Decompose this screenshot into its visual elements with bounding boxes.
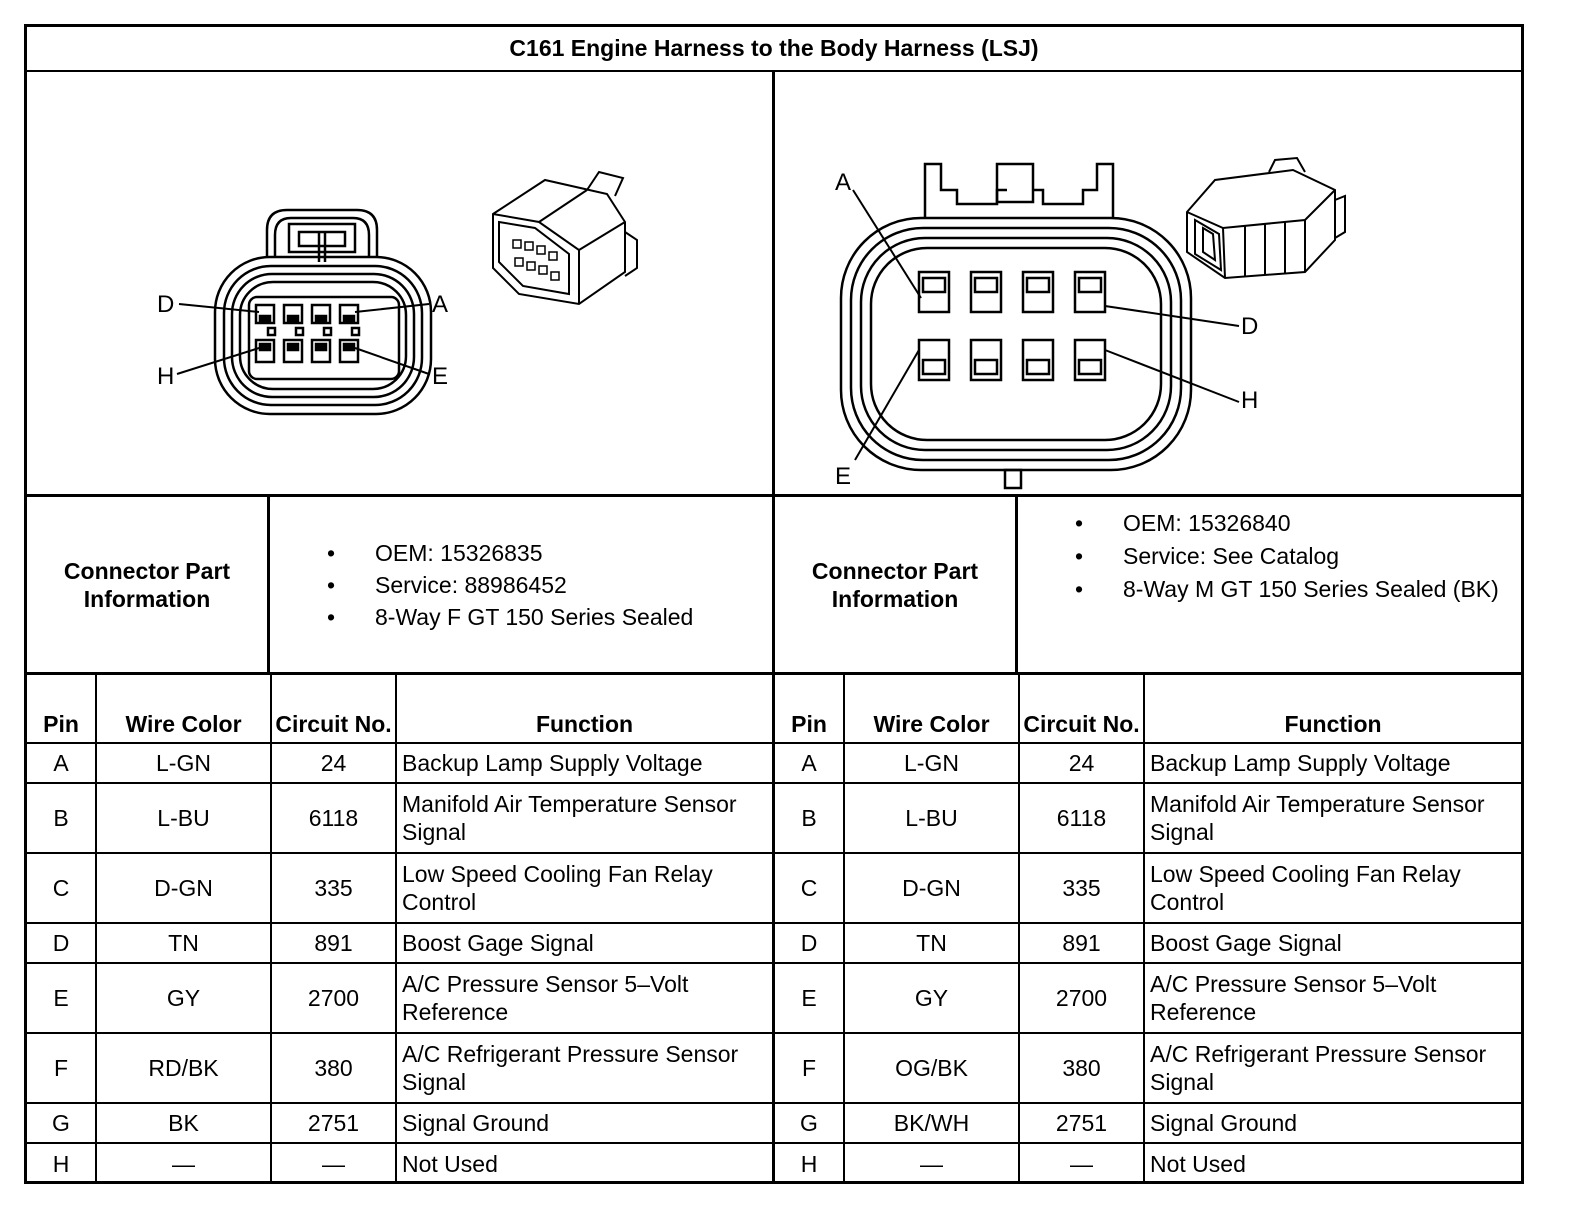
circuit-cell: 891 [271, 923, 396, 963]
table-row [775, 963, 1521, 1033]
table-row [27, 853, 774, 923]
circuit-cell: 2700 [271, 963, 396, 1033]
part-info-list [1018, 497, 1521, 682]
circuit-cell: 6118 [1019, 783, 1144, 853]
right-pin-table [775, 675, 1521, 1183]
pin-cell: C [27, 853, 96, 923]
wire-color-cell: GY [96, 963, 271, 1033]
female-terminals [256, 305, 359, 362]
table-header-row [27, 675, 774, 743]
function-cell: Not Used [396, 1143, 774, 1183]
function-cell: Low Speed Cooling Fan Relay Control [1144, 853, 1521, 923]
pin-cell: A [775, 743, 844, 783]
wire-color-cell: OG/BK [844, 1033, 1019, 1103]
female-connector-face-drawing [27, 72, 772, 494]
function-cell: Not Used [1144, 1143, 1521, 1183]
circuit-cell: 335 [271, 853, 396, 923]
label-d: D [1241, 313, 1259, 340]
function-cell: Signal Ground [1144, 1103, 1521, 1143]
connector-part-info-label: Connector Part Information [27, 497, 270, 672]
female-connector-isometric [493, 172, 637, 304]
circuit-cell: — [1019, 1143, 1144, 1183]
label-a: A [432, 291, 449, 318]
right-connector-part-info [775, 497, 1521, 675]
wire-color-cell: L-GN [844, 743, 1019, 783]
female-connector-diagram [27, 72, 775, 497]
table-row [27, 1033, 774, 1103]
header-circuit-no: Circuit No. [271, 675, 396, 743]
table-row [27, 963, 774, 1033]
table-row [775, 1103, 1521, 1143]
circuit-cell: 2751 [271, 1103, 396, 1143]
circuit-cell: 2700 [1019, 963, 1144, 1033]
table-row [27, 923, 774, 963]
wire-color-cell: GY [844, 963, 1019, 1033]
pin-cell: E [775, 963, 844, 1033]
circuit-cell: — [271, 1143, 396, 1183]
table-row [775, 743, 1521, 783]
table-row [775, 1143, 1521, 1183]
circuit-cell: 335 [1019, 853, 1144, 923]
pin-cell: B [27, 783, 96, 853]
wire-color-cell: L-BU [844, 783, 1019, 853]
circuit-cell: 380 [1019, 1033, 1144, 1103]
circuit-cell: 24 [271, 743, 396, 783]
pin-cell: E [27, 963, 96, 1033]
circuit-cell: 891 [1019, 923, 1144, 963]
table-header-row [775, 675, 1521, 743]
male-terminals [919, 272, 1105, 380]
circuit-cell: 380 [271, 1033, 396, 1103]
connector-part-info-label: Connector Part Information [775, 497, 1018, 672]
wire-color-cell: D-GN [96, 853, 271, 923]
wire-color-cell: BK [96, 1103, 271, 1143]
function-cell: Signal Ground [396, 1103, 774, 1143]
connector-description: • 8-Way F GT 150 Series Sealed [375, 601, 772, 633]
wire-color-cell: — [96, 1143, 271, 1183]
table-row [27, 1143, 774, 1183]
table-row [775, 853, 1521, 923]
circuit-cell: 6118 [271, 783, 396, 853]
label-e: E [432, 363, 449, 390]
header-function: Function [1144, 675, 1521, 743]
function-cell: Manifold Air Temperature Sensor Signal [1144, 783, 1521, 853]
pin-cell: H [775, 1143, 844, 1183]
label-e: E [835, 463, 852, 490]
pin-cell: D [27, 923, 96, 963]
header-pin: Pin [775, 675, 844, 743]
table-row [775, 1033, 1521, 1103]
header-wire-color: Wire Color [844, 675, 1019, 743]
pin-cell: G [775, 1103, 844, 1143]
service-number: • Service: See Catalog [1123, 540, 1521, 573]
connector-description: • 8-Way M GT 150 Series Sealed (BK) [1123, 573, 1521, 606]
male-connector-isometric [1187, 158, 1345, 278]
function-cell: A/C Refrigerant Pressure Sensor Signal [1144, 1033, 1521, 1103]
function-cell: Boost Gage Signal [396, 923, 774, 963]
table-row [27, 743, 774, 783]
function-cell: Manifold Air Temperature Sensor Signal [396, 783, 774, 853]
table-row [775, 923, 1521, 963]
function-cell: A/C Pressure Sensor 5–Volt Reference [1144, 963, 1521, 1033]
wire-color-cell: TN [844, 923, 1019, 963]
function-cell: Boost Gage Signal [1144, 923, 1521, 963]
label-a: A [835, 169, 852, 196]
function-cell: Backup Lamp Supply Voltage [1144, 743, 1521, 783]
table-row [27, 783, 774, 853]
pin-cell: B [775, 783, 844, 853]
circuit-cell: 24 [1019, 743, 1144, 783]
label-d: D [157, 291, 175, 318]
header-function: Function [396, 675, 774, 743]
pin-cell: H [27, 1143, 96, 1183]
oem-number: • OEM: 15326835 [375, 537, 772, 569]
wire-color-cell: RD/BK [96, 1033, 271, 1103]
wire-color-cell: L-GN [96, 743, 271, 783]
header-wire-color: Wire Color [96, 675, 271, 743]
table-row [27, 1103, 774, 1143]
header-pin: Pin [27, 675, 96, 743]
function-cell: Backup Lamp Supply Voltage [396, 743, 774, 783]
function-cell: A/C Pressure Sensor 5–Volt Reference [396, 963, 774, 1033]
oem-number: • OEM: 15326840 [1123, 507, 1521, 540]
pin-cell: G [27, 1103, 96, 1143]
male-connector-face-drawing [775, 72, 1521, 494]
left-connector-part-info [27, 497, 775, 675]
label-h: H [1241, 387, 1259, 414]
wire-color-cell: — [844, 1143, 1019, 1183]
pin-cell: C [775, 853, 844, 923]
male-connector-diagram [775, 72, 1521, 497]
part-info-list [270, 497, 772, 672]
table-row [775, 783, 1521, 853]
label-h: H [157, 363, 175, 390]
left-pin-table [27, 675, 775, 1183]
wire-color-cell: D-GN [844, 853, 1019, 923]
connector-sheet [24, 24, 1524, 1184]
function-cell: A/C Refrigerant Pressure Sensor Signal [396, 1033, 774, 1103]
wire-color-cell: L-BU [96, 783, 271, 853]
service-number: • Service: 88986452 [375, 569, 772, 601]
pin-cell: A [27, 743, 96, 783]
circuit-cell: 2751 [1019, 1103, 1144, 1143]
wire-color-cell: BK/WH [844, 1103, 1019, 1143]
header-circuit-no: Circuit No. [1019, 675, 1144, 743]
function-cell: Low Speed Cooling Fan Relay Control [396, 853, 774, 923]
page-title: C161 Engine Harness to the Body Harness (LSJ) [27, 27, 1521, 72]
pin-cell: D [775, 923, 844, 963]
wire-color-cell: TN [96, 923, 271, 963]
pin-cell: F [775, 1033, 844, 1103]
pin-cell: F [27, 1033, 96, 1103]
